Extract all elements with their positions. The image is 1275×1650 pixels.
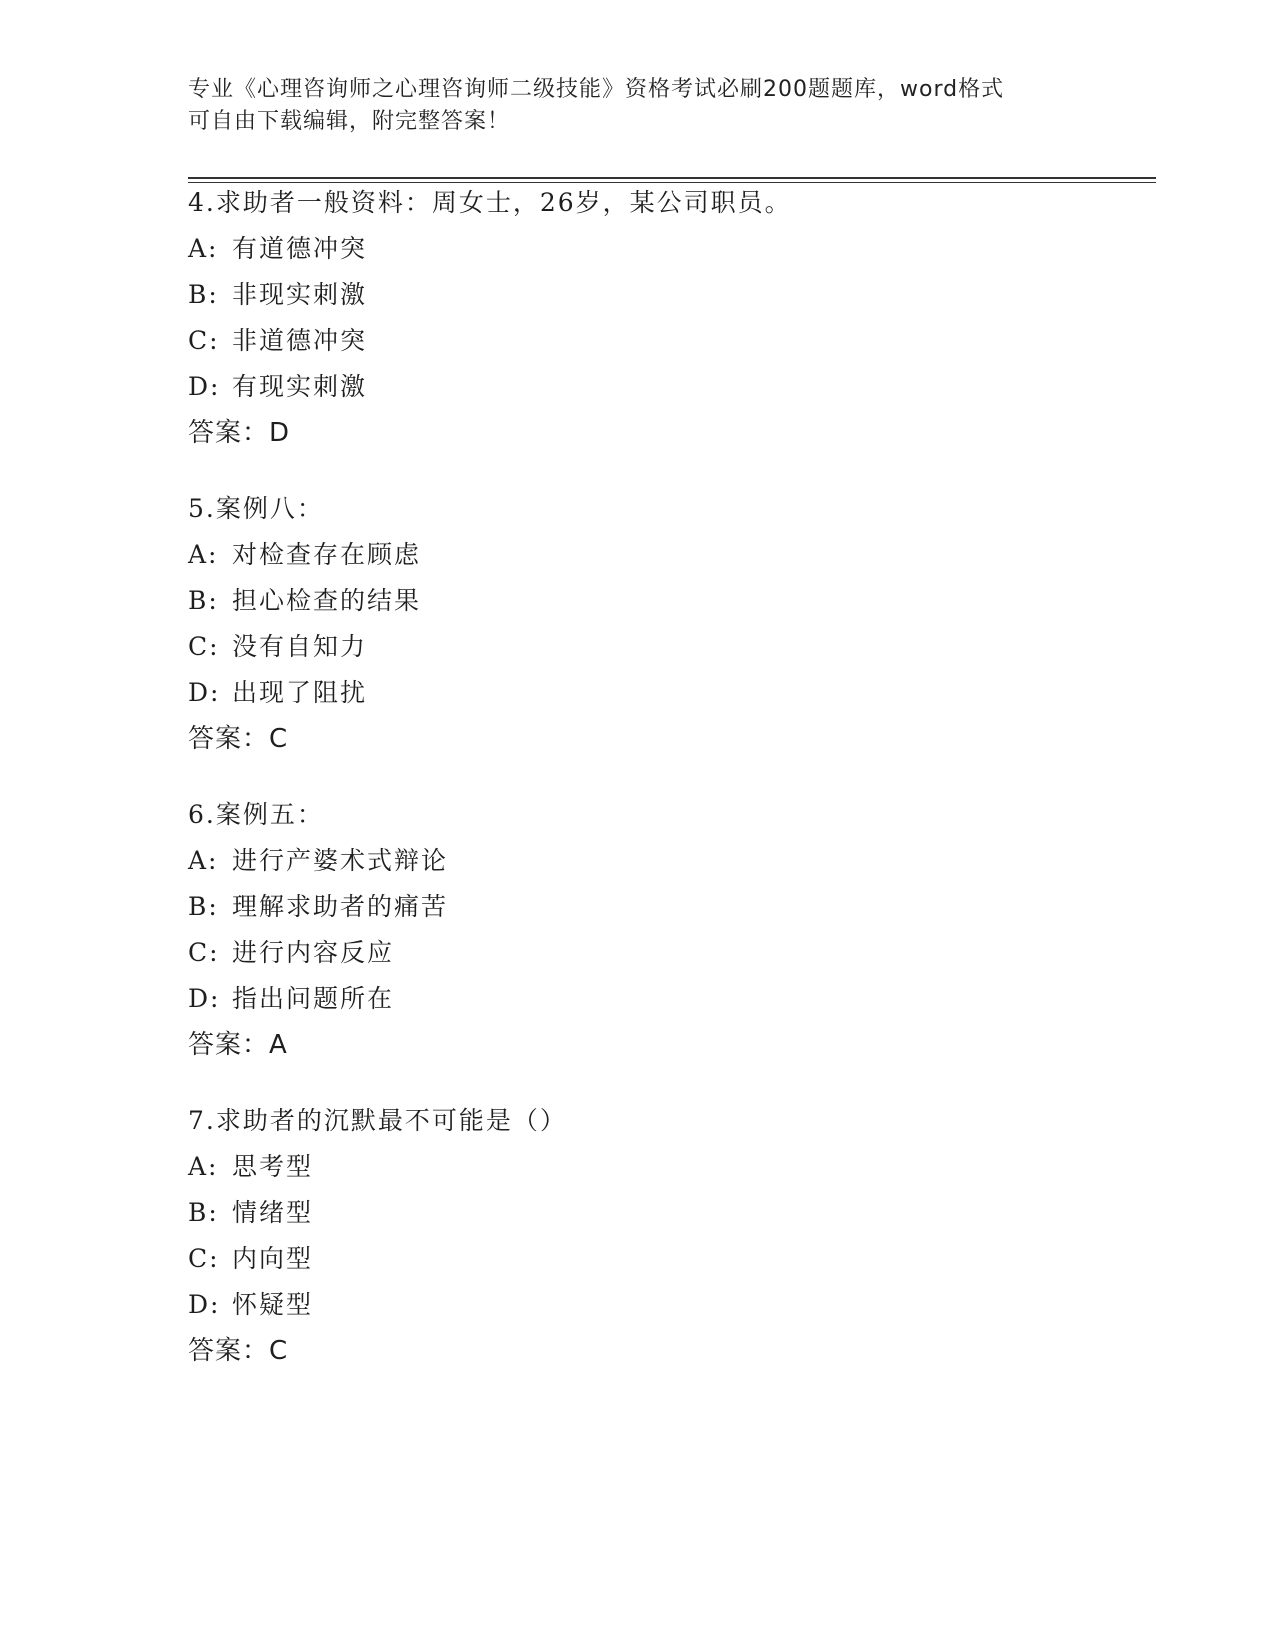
- question-stem: 6.案例五：: [188, 800, 324, 829]
- answer-line: 答案：D: [188, 418, 291, 448]
- option-text: 内向型: [232, 1244, 314, 1273]
- option-text: 非道德冲突: [232, 326, 368, 355]
- option-label: A:: [188, 1152, 219, 1181]
- option-text: 情绪型: [232, 1198, 314, 1227]
- option-d: [188, 364, 1148, 410]
- option-label: B:: [188, 892, 219, 921]
- question-stem: 7.求助者的沉默最不可能是（）: [188, 1106, 567, 1135]
- option-label: B:: [188, 1198, 219, 1227]
- option-b: [188, 272, 1148, 318]
- option-text: 出现了阻扰: [232, 678, 368, 707]
- option-label: C:: [188, 326, 220, 355]
- option-label: B:: [188, 586, 219, 615]
- option-text: 进行内容反应: [232, 938, 395, 967]
- question-stem: 4.求助者一般资料：周女士，26岁，某公司职员。: [188, 188, 792, 217]
- option-d: [188, 1282, 1148, 1328]
- answer-line: 答案：A: [188, 1030, 288, 1060]
- document-header: [188, 74, 1068, 138]
- option-b: [188, 1190, 1148, 1236]
- option-a: [188, 532, 1148, 578]
- option-c: [188, 930, 1148, 976]
- option-text: 对检查存在顾虑: [232, 540, 422, 569]
- option-label: C:: [188, 1244, 220, 1273]
- option-text: 进行产婆术式辩论: [232, 846, 449, 875]
- option-label: C:: [188, 938, 220, 967]
- option-text: 担心检查的结果: [232, 586, 422, 615]
- option-b: [188, 884, 1148, 930]
- option-a: [188, 838, 1148, 884]
- question-block: [188, 486, 1148, 762]
- option-text: 指出问题所在: [232, 984, 395, 1013]
- option-d: [188, 976, 1148, 1022]
- option-label: D:: [188, 678, 221, 707]
- option-text: 理解求助者的痛苦: [232, 892, 449, 921]
- option-label: A:: [188, 234, 219, 263]
- option-c: [188, 318, 1148, 364]
- option-label: A:: [188, 540, 219, 569]
- option-c: [188, 1236, 1148, 1282]
- option-label: A:: [188, 846, 219, 875]
- option-text: 有道德冲突: [232, 234, 368, 263]
- header-divider-thick: [188, 177, 1156, 179]
- option-text: 有现实刺激: [232, 372, 368, 401]
- option-a: [188, 226, 1148, 272]
- option-label: C:: [188, 632, 220, 661]
- answer-line: 答案：C: [188, 724, 289, 754]
- header-line-2: 可自由下载编辑，附完整答案！: [188, 109, 511, 134]
- header-line-1: 专业《心理咨询师之心理咨询师二级技能》资格考试必刷200题题库，word格式: [188, 77, 1005, 102]
- option-label: D:: [188, 984, 221, 1013]
- question-block: [188, 1098, 1148, 1374]
- option-label: D:: [188, 1290, 221, 1319]
- question-stem: 5.案例八：: [188, 494, 324, 523]
- option-text: 怀疑型: [232, 1290, 314, 1319]
- question-block: [188, 180, 1148, 456]
- option-label: B:: [188, 280, 219, 309]
- option-label: D:: [188, 372, 221, 401]
- option-d: [188, 670, 1148, 716]
- option-text: 没有自知力: [232, 632, 368, 661]
- question-block: [188, 792, 1148, 1068]
- option-text: 非现实刺激: [232, 280, 368, 309]
- option-b: [188, 578, 1148, 624]
- option-c: [188, 624, 1148, 670]
- option-text: 思考型: [232, 1152, 314, 1181]
- answer-line: 答案：C: [188, 1336, 289, 1366]
- option-a: [188, 1144, 1148, 1190]
